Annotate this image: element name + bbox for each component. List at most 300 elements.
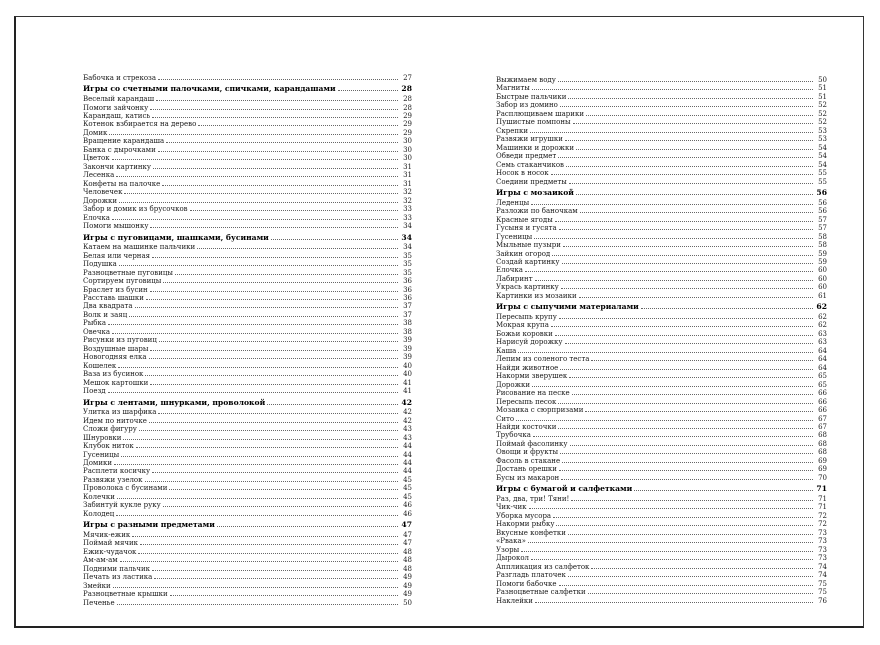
entry-title: «Рвака» xyxy=(496,537,526,546)
entry-title: Накорми рыбку xyxy=(496,520,555,529)
entry-title: Овечка xyxy=(83,327,110,336)
entry-title: Человечек xyxy=(83,188,123,197)
toc-entry xyxy=(83,205,412,213)
page-number: 34 xyxy=(401,232,412,242)
page-number: 40 xyxy=(403,361,412,370)
dot-leader xyxy=(569,178,813,184)
dot-leader xyxy=(112,214,398,220)
toc-entry xyxy=(83,408,412,416)
page-number: 68 xyxy=(818,439,827,448)
toc-entry xyxy=(496,93,827,101)
dot-leader xyxy=(145,370,398,376)
entry-title: Достань орешки xyxy=(496,465,557,474)
toc-entry xyxy=(496,292,827,300)
toc-entry xyxy=(83,129,412,137)
toc-entry xyxy=(83,269,412,277)
toc-entry xyxy=(83,548,412,556)
entry-title: Найди косточки xyxy=(496,423,557,431)
dot-leader xyxy=(560,364,813,370)
page-number: 55 xyxy=(818,177,827,186)
entry-title: Помоги мышонку xyxy=(83,222,149,231)
dot-leader xyxy=(572,389,813,395)
toc-entry xyxy=(496,152,827,160)
page-number: 35 xyxy=(403,260,412,269)
page-number: 74 xyxy=(818,562,827,571)
section-title: Игры со счетными палочками, спичками, карандашами xyxy=(83,84,336,94)
toc-entry xyxy=(496,169,827,177)
toc-entry xyxy=(83,120,412,128)
page-number: 49 xyxy=(403,573,412,582)
page-number: 33 xyxy=(403,213,412,222)
page-number: 60 xyxy=(818,266,827,275)
entry-title: Уборка мусора xyxy=(496,511,552,520)
toc-entry xyxy=(83,556,412,564)
entry-title: Катаем на машинке пальчики xyxy=(83,243,196,252)
entry-title: Воздушные шары xyxy=(83,344,149,353)
toc-entry xyxy=(83,171,412,179)
toc-entry xyxy=(496,597,827,605)
dot-leader xyxy=(112,328,398,334)
toc-entry xyxy=(496,364,827,372)
dot-leader xyxy=(138,548,398,554)
entry-title: Домик xyxy=(83,128,108,137)
toc-section-heading xyxy=(83,520,412,531)
toc-entry xyxy=(496,554,827,562)
entry-title: Бабочка и стрекоза xyxy=(83,74,157,82)
toc-entry xyxy=(83,319,412,327)
dot-leader xyxy=(156,95,398,101)
entry-title: Раз, два, три! Тяни! xyxy=(496,494,570,503)
dot-leader xyxy=(528,537,813,543)
page-number: 51 xyxy=(818,92,827,101)
dot-leader xyxy=(558,152,813,158)
page-number: 39 xyxy=(403,336,412,345)
toc-entry xyxy=(83,417,412,425)
toc-entry xyxy=(83,599,412,607)
dot-leader xyxy=(117,599,398,605)
section-title: Игры с лентами, шнурками, проволокой xyxy=(83,397,266,407)
toc-entry xyxy=(83,328,412,336)
toc-entry xyxy=(83,137,412,145)
toc-entry xyxy=(496,512,827,520)
page-number: 66 xyxy=(818,389,827,398)
dot-leader xyxy=(566,161,813,167)
toc-entry xyxy=(83,243,412,251)
page-number: 39 xyxy=(403,344,412,353)
dot-leader xyxy=(558,423,813,429)
page-number: 45 xyxy=(403,475,412,484)
dot-leader xyxy=(641,303,813,309)
dot-leader xyxy=(571,495,813,501)
section-title: Игры с разными предметами xyxy=(83,520,215,530)
toc-entry xyxy=(496,144,827,152)
dot-leader xyxy=(586,110,813,116)
dot-leader xyxy=(159,336,398,342)
page-number: 44 xyxy=(403,467,412,476)
entry-title: Забор и домик из брусочков xyxy=(83,205,188,214)
dot-leader xyxy=(145,476,398,482)
dot-leader xyxy=(551,169,813,175)
page-number: 67 xyxy=(818,414,827,423)
toc-entry xyxy=(83,112,412,120)
entry-title: Рисунки из пуговиц xyxy=(83,336,157,345)
dot-leader xyxy=(108,319,398,325)
page-number: 69 xyxy=(818,456,827,465)
entry-title: Узоры xyxy=(496,545,520,554)
toc-entry xyxy=(83,442,412,450)
page-number: 38 xyxy=(403,327,412,336)
dot-leader xyxy=(124,188,398,194)
page-number: 53 xyxy=(818,135,827,144)
entry-title: Подушка xyxy=(83,260,117,269)
entry-title: Разложи по баночкам xyxy=(496,207,578,216)
toc-entry xyxy=(83,277,412,285)
toc-entry xyxy=(83,336,412,344)
toc-entry xyxy=(83,163,412,171)
dot-leader xyxy=(531,554,813,560)
dot-leader xyxy=(563,241,813,247)
entry-title: Печать из ластика xyxy=(83,573,153,582)
entry-title: Развяжи узелок xyxy=(83,475,143,484)
entry-title: Поймай мячик xyxy=(83,539,139,548)
page-number: 39 xyxy=(403,353,412,362)
toc-entry xyxy=(83,531,412,539)
page-number: 73 xyxy=(818,545,827,554)
page-number: 72 xyxy=(818,520,827,529)
entry-title: Пересыпь крупу xyxy=(496,312,557,321)
entry-title: Сложи фигуру xyxy=(83,425,137,434)
entry-title: Машинки и дорожки xyxy=(496,143,575,152)
page-number: 58 xyxy=(818,232,827,241)
toc-entry xyxy=(496,127,827,135)
entry-title: Чик-чик xyxy=(496,503,527,512)
dot-leader xyxy=(591,355,813,361)
toc-entry xyxy=(496,537,827,545)
entry-title: Белая или черная xyxy=(83,251,151,260)
toc-entry xyxy=(83,476,412,484)
dot-leader xyxy=(217,521,398,527)
toc-entry xyxy=(496,283,827,291)
dot-leader xyxy=(197,243,398,249)
entry-title: Печенье xyxy=(83,598,115,607)
entry-title: Картинки из мозаики xyxy=(496,291,577,300)
entry-title: Расставь шашки xyxy=(83,293,144,302)
toc-entry xyxy=(83,260,412,268)
page-number: 32 xyxy=(403,188,412,197)
page-number: 29 xyxy=(403,128,412,137)
dot-leader xyxy=(170,590,398,596)
toc-entry xyxy=(496,546,827,554)
entry-title: Цветок xyxy=(83,154,110,163)
page-number: 64 xyxy=(818,355,827,364)
entry-title: Расплети косичку xyxy=(83,467,151,476)
entry-title: Бусы из макарон xyxy=(496,473,560,482)
toc-entry xyxy=(496,381,827,389)
toc-entry xyxy=(83,74,412,82)
dot-leader xyxy=(112,154,398,160)
dot-leader xyxy=(129,311,398,317)
dot-leader xyxy=(271,234,398,240)
entry-title: Лабиринт xyxy=(496,274,533,283)
page-number: 75 xyxy=(818,579,827,588)
dot-leader xyxy=(136,442,398,448)
dot-leader xyxy=(559,465,813,471)
dot-leader xyxy=(119,197,398,203)
dot-leader xyxy=(158,146,398,152)
dot-leader xyxy=(560,101,813,107)
toc-entry xyxy=(496,503,827,511)
page-number: 66 xyxy=(818,406,827,415)
toc-section-heading xyxy=(83,398,412,409)
dot-leader xyxy=(580,207,813,213)
dot-leader xyxy=(535,275,813,281)
toc-entry xyxy=(83,214,412,222)
dot-leader xyxy=(150,379,398,385)
page-number: 62 xyxy=(816,302,827,312)
dot-leader xyxy=(140,539,398,545)
entry-title: Помоги зайчонку xyxy=(83,103,149,112)
entry-title: Мешок картошки xyxy=(83,378,149,387)
toc-section-heading xyxy=(496,188,827,199)
entry-title: Дырокол xyxy=(496,554,529,563)
dot-leader xyxy=(555,330,813,336)
entry-title: Закончи картинку xyxy=(83,162,152,171)
dot-leader xyxy=(579,292,813,298)
page-number: 41 xyxy=(403,378,412,387)
toc-entry xyxy=(496,355,827,363)
page-number: 64 xyxy=(818,363,827,372)
book-page xyxy=(14,16,864,628)
dot-leader xyxy=(591,563,813,569)
toc-entry xyxy=(83,573,412,581)
dot-leader xyxy=(532,84,813,90)
toc-entry xyxy=(496,440,827,448)
entry-title: Разноцветные крышки xyxy=(83,590,168,599)
toc-entry xyxy=(496,372,827,380)
dot-leader xyxy=(560,448,813,454)
toc-entry xyxy=(496,241,827,249)
entry-title: Колечки xyxy=(83,492,115,501)
dot-leader xyxy=(568,93,813,99)
page-number: 63 xyxy=(818,338,827,347)
page-number: 34 xyxy=(403,243,412,252)
dot-leader xyxy=(585,406,813,412)
dot-leader xyxy=(588,588,813,594)
page-number: 35 xyxy=(403,268,412,277)
toc-right-column xyxy=(496,76,827,605)
toc-entry xyxy=(83,484,412,492)
entry-title: Сито xyxy=(496,414,515,423)
page-number: 64 xyxy=(818,346,827,355)
entry-title: Шнуровки xyxy=(83,433,122,442)
page-number: 30 xyxy=(403,145,412,154)
dot-leader xyxy=(150,345,398,351)
page-number: 29 xyxy=(403,120,412,129)
page-number: 70 xyxy=(818,473,827,482)
dot-leader xyxy=(121,451,398,457)
toc-entry xyxy=(496,76,827,84)
entry-title: Вращение карандаша xyxy=(83,137,165,146)
toc-entry xyxy=(83,425,412,433)
toc-entry xyxy=(496,250,827,258)
toc-entry xyxy=(83,286,412,294)
page-number: 36 xyxy=(403,277,412,286)
dot-leader xyxy=(149,417,398,423)
entry-title: Гусеницы xyxy=(83,450,120,459)
dot-leader xyxy=(559,580,814,586)
toc-entry xyxy=(496,135,827,143)
dot-leader xyxy=(190,205,398,211)
toc-section-heading xyxy=(496,302,827,313)
toc-entry xyxy=(496,110,827,118)
toc-entry xyxy=(83,252,412,260)
entry-title: Пушистые помпоны xyxy=(496,118,571,127)
entry-title: Выжимаем воду xyxy=(496,76,556,84)
toc-entry xyxy=(496,571,827,579)
dot-leader xyxy=(562,258,814,264)
toc-entry xyxy=(496,448,827,456)
toc-entry xyxy=(83,582,412,590)
toc-entry xyxy=(83,154,412,162)
toc-entry xyxy=(83,146,412,154)
dot-leader xyxy=(565,338,813,344)
entry-title: Клубок ниток xyxy=(83,442,134,451)
entry-title: Рыбка xyxy=(83,319,107,328)
page-number: 28 xyxy=(401,84,412,94)
entry-title: Поезд xyxy=(83,387,106,396)
toc-entry xyxy=(496,266,827,274)
page-number: 44 xyxy=(403,450,412,459)
dot-leader xyxy=(163,277,398,283)
dot-leader xyxy=(559,313,813,319)
page-number: 71 xyxy=(818,494,827,503)
toc-entry xyxy=(83,493,412,501)
toc-entry xyxy=(83,434,412,442)
entry-title: Соедини предметы xyxy=(496,177,567,186)
page-number: 68 xyxy=(818,431,827,440)
dot-leader xyxy=(558,398,813,404)
entry-title: Ваза из бусинок xyxy=(83,370,144,379)
page-number: 42 xyxy=(403,416,412,425)
toc-entry xyxy=(496,216,827,224)
dot-leader xyxy=(576,144,813,150)
dot-leader xyxy=(139,425,398,431)
page-number: 31 xyxy=(403,179,412,188)
toc-entry xyxy=(496,258,827,266)
dot-leader xyxy=(175,269,398,275)
page-number: 62 xyxy=(818,321,827,330)
page-number: 56 xyxy=(816,188,827,198)
toc-section-heading xyxy=(83,84,412,95)
dot-leader xyxy=(152,112,398,118)
toc-entry xyxy=(83,467,412,475)
page-number: 31 xyxy=(403,162,412,171)
entry-title: Овощи и фрукты xyxy=(496,448,559,457)
page-number: 47 xyxy=(403,530,412,539)
entry-title: Змейки xyxy=(83,581,111,590)
page-number: 71 xyxy=(818,503,827,512)
dot-leader xyxy=(114,459,398,465)
toc-entry xyxy=(496,313,827,321)
dot-leader xyxy=(267,399,398,405)
toc-entry xyxy=(496,431,827,439)
page-number: 35 xyxy=(403,251,412,260)
entry-title: Елочка xyxy=(83,213,110,222)
page-number: 30 xyxy=(403,137,412,146)
entry-title: Разгладь платочек xyxy=(496,571,566,580)
dot-leader xyxy=(113,582,398,588)
page-number: 27 xyxy=(403,74,412,82)
toc-entry xyxy=(83,362,412,370)
page-number: 60 xyxy=(818,274,827,283)
dot-leader xyxy=(559,224,813,230)
dot-leader xyxy=(123,434,398,440)
entry-title: Обведи предмет xyxy=(496,152,557,161)
page-number: 46 xyxy=(403,501,412,510)
page-number: 45 xyxy=(403,484,412,493)
entry-title: Рисование на песке xyxy=(496,389,570,398)
entry-title: Браслет из бусин xyxy=(83,285,148,294)
entry-title: Носок в носок xyxy=(496,169,549,178)
entry-title: Подними пальчик xyxy=(83,564,151,573)
page-number: 73 xyxy=(818,528,827,537)
dot-leader xyxy=(562,457,813,463)
page-number: 62 xyxy=(818,312,827,321)
page-number: 59 xyxy=(818,249,827,258)
toc-entry xyxy=(83,302,412,310)
entry-title: Сортируем пуговицы xyxy=(83,277,162,286)
toc-entry xyxy=(496,161,827,169)
entry-title: Наклейки xyxy=(496,596,533,605)
page-number: 52 xyxy=(818,109,827,118)
toc-entry xyxy=(83,353,412,361)
dot-leader xyxy=(149,353,398,359)
entry-title: Расплющиваем шарики xyxy=(496,109,584,118)
page-number: 44 xyxy=(403,459,412,467)
toc-entry xyxy=(496,101,827,109)
toc-entry xyxy=(83,104,412,112)
toc-section-heading xyxy=(496,484,827,495)
dot-leader xyxy=(117,493,398,499)
page-number: 57 xyxy=(818,215,827,224)
toc-entry xyxy=(83,95,412,103)
page-number: 46 xyxy=(403,509,412,518)
page-number: 41 xyxy=(403,387,412,396)
toc-entry xyxy=(496,406,827,414)
toc-section-heading xyxy=(83,233,412,244)
entry-title: Карандаш, катись xyxy=(83,112,151,120)
toc-entry xyxy=(496,207,827,215)
page-number: 28 xyxy=(403,95,412,104)
dot-leader xyxy=(531,199,813,205)
dot-leader xyxy=(518,347,813,353)
toc-entry xyxy=(83,188,412,196)
page-number: 48 xyxy=(403,564,412,573)
toc-entry xyxy=(83,590,412,598)
entry-title: Нарисуй дорожку xyxy=(496,338,563,347)
page-number: 30 xyxy=(403,154,412,163)
entry-title: Домики xyxy=(83,459,113,467)
toc-entry xyxy=(83,501,412,509)
section-title: Игры с пуговицами, шашками, бусинами xyxy=(83,232,269,242)
dot-leader xyxy=(556,520,813,526)
page-number: 50 xyxy=(403,598,412,607)
page-number: 55 xyxy=(818,169,827,178)
entry-title: Мокрая крупа xyxy=(496,321,549,330)
toc-entry xyxy=(83,345,412,353)
dot-leader xyxy=(132,531,398,537)
page-number: 73 xyxy=(818,554,827,563)
